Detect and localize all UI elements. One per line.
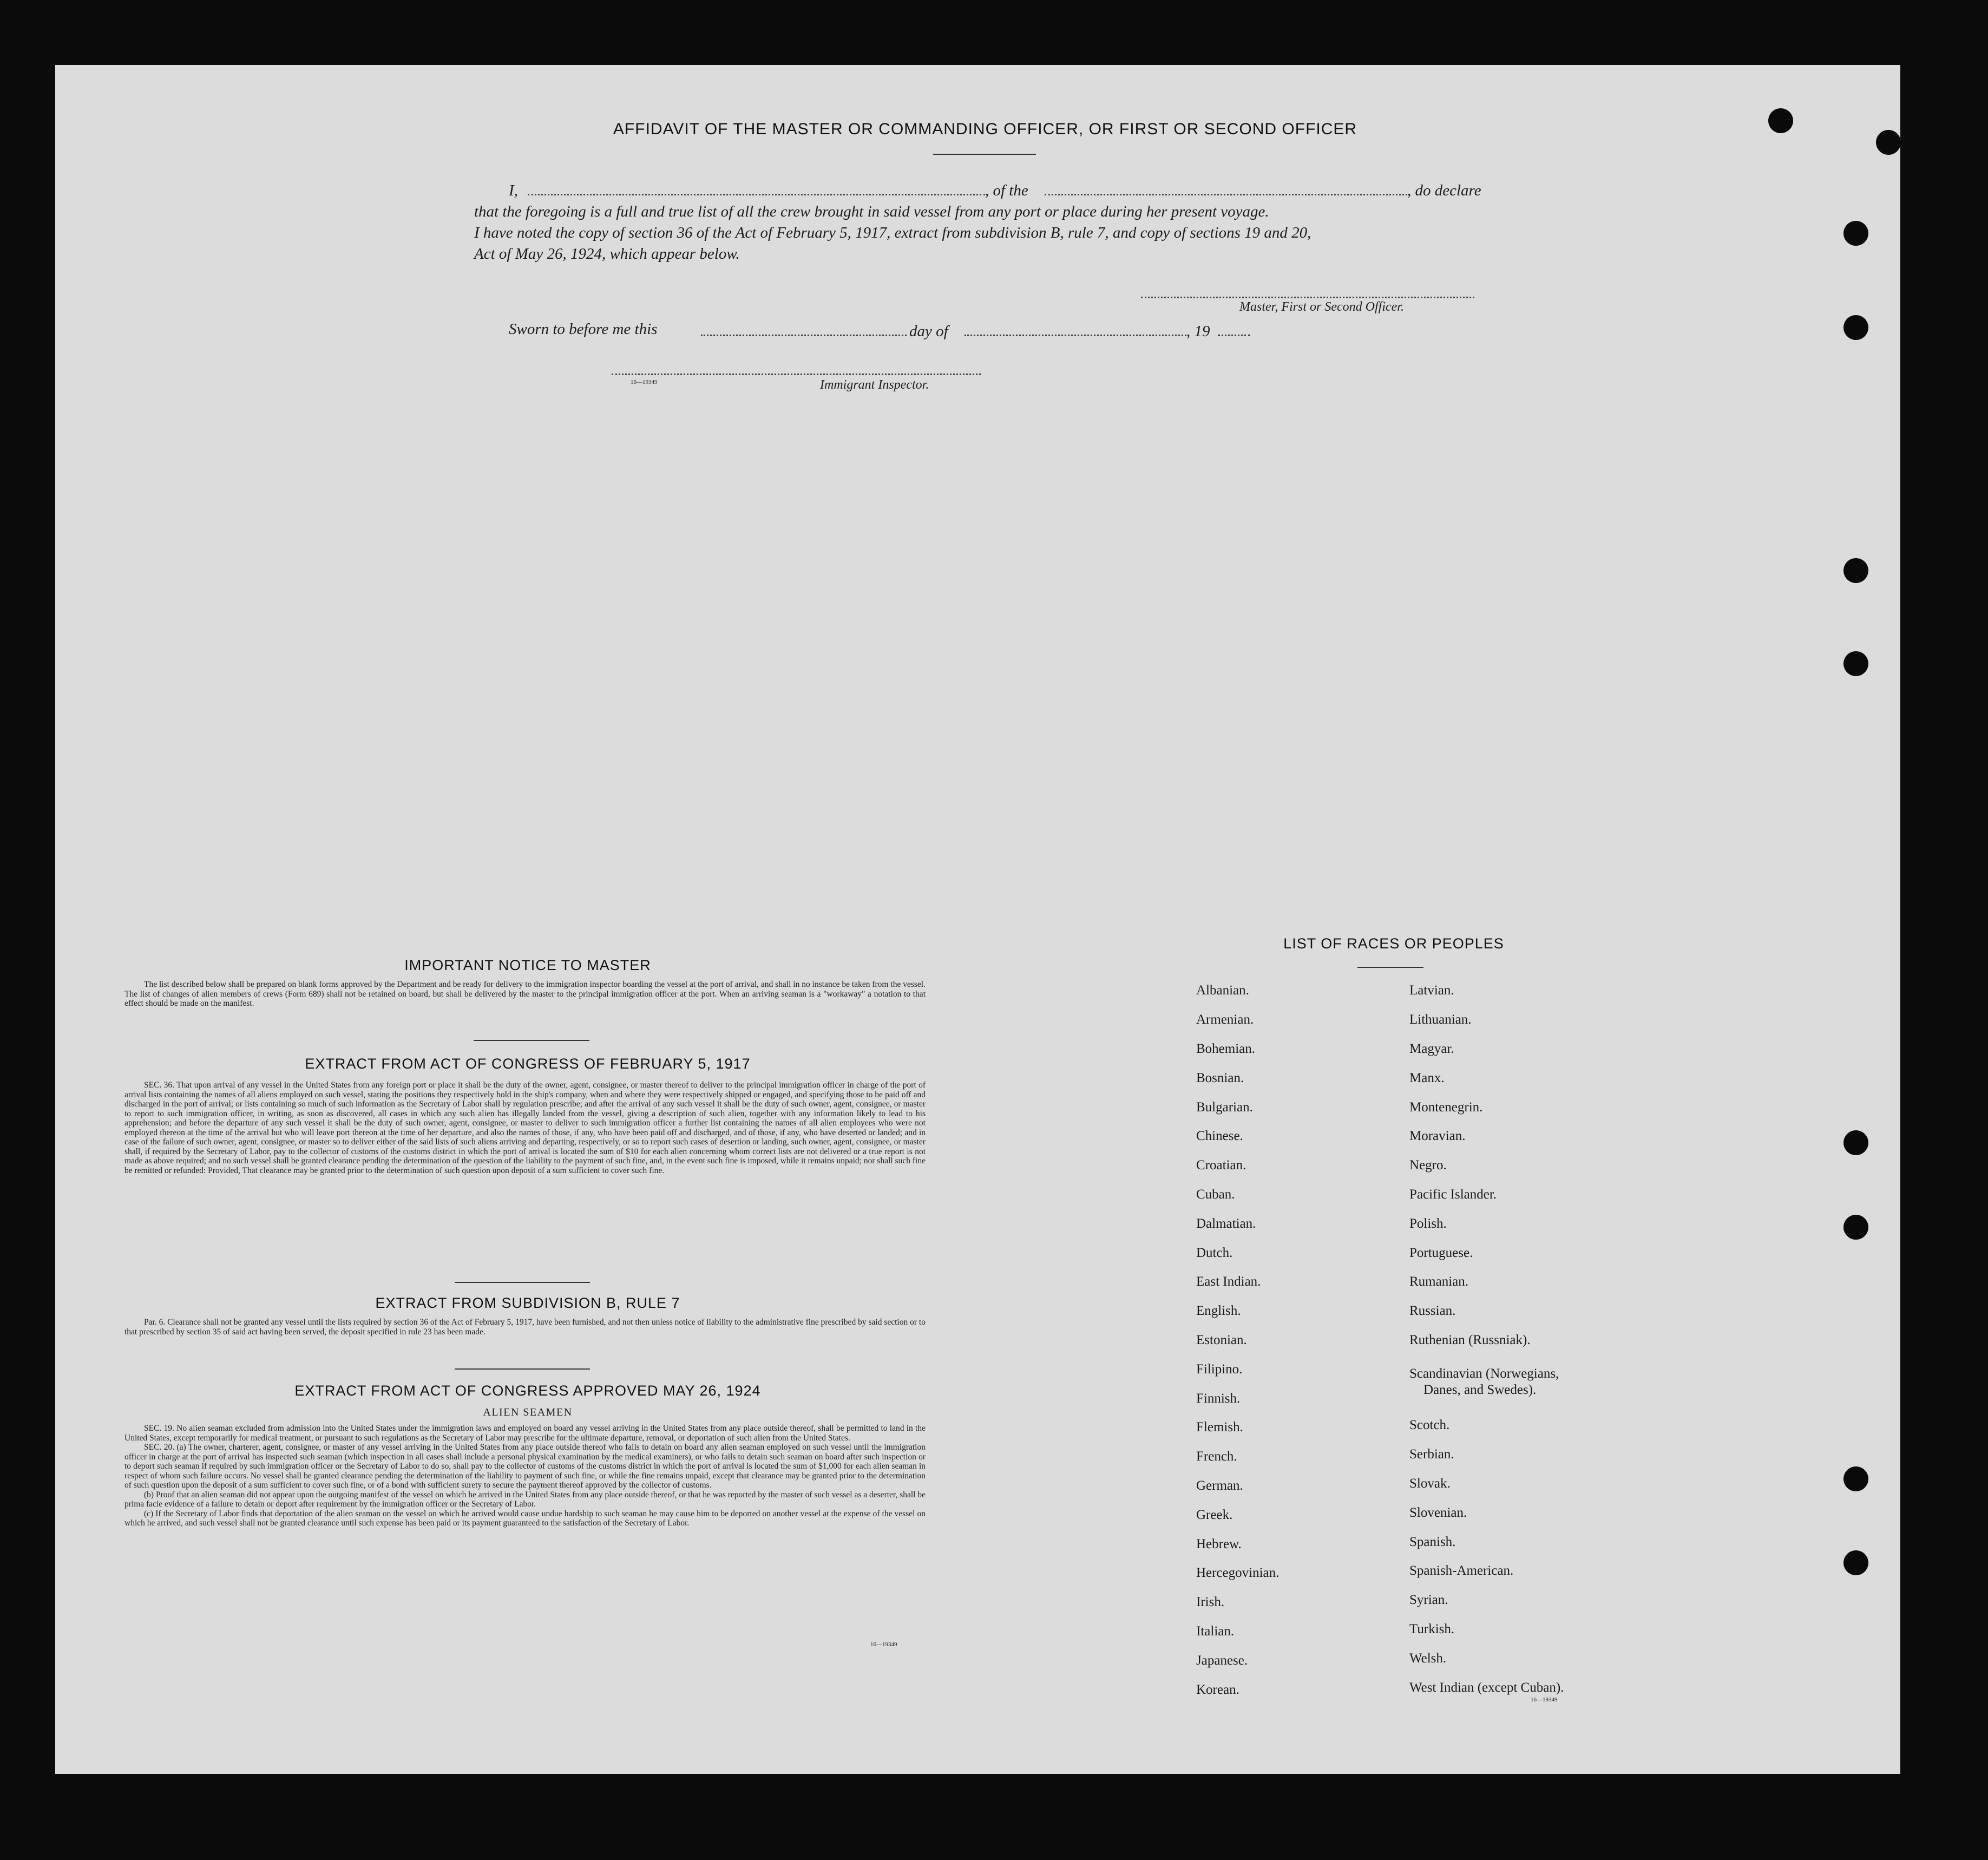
race-item: Latvian. xyxy=(1409,983,1454,998)
declaration-i: I, xyxy=(509,182,518,199)
section-divider xyxy=(474,1040,589,1041)
punch-hole xyxy=(1843,1466,1868,1491)
race-item: Irish. xyxy=(1196,1595,1225,1609)
race-item: Flemish. xyxy=(1196,1420,1243,1435)
race-item: Moravian. xyxy=(1409,1129,1466,1143)
extract-1917-text: SEC. 36. That upon arrival of any vessel in the United States from any foreign port or place it shall be the duty of the owner, agent, consignee, or master thereof to deliver to the principal immigration officer in charge of the port of arrival lists containing the names of all aliens employed on such vessel, stating the positions they respectively hold in the ship's company, when and where they were respectively shipped or engaged, and specifying those to be paid off and discharged in the port of arrival; or lists containing so much of such information as the Secretary of Labor shall by regulation prescribe; and after the arrival of any such vessel it shall be the duty of such owner, agent, consignee, or master to report to such immigration officer, in writing, as soon as discovered, all cases in which any such alien has illegally landed from the vessel, giving a description of such alien, together with any information likely to lead to his apprehension; and before the departure of any such vessel it shall be the duty of such owner, agent, consignee, or master to deliver to such immigration officer a further list containing the names of all alien employees who were not employed thereon at the time of the arrival but who will leave port thereon at the time of her departure, and also the names of those, if any, who have been paid off and discharged, and of those, if any, who have deserted or landed; and in case of the failure of such owner, agent, consignee, or master so to deliver either of the said lists of such aliens arriving and departing, respectively, or so to report such cases of desertion or landing, such owner, agent, consignee, or master shall, if required by the Secretary of Labor, pay to the collector of customs of the customs district in which the port of arrival is located the sum of $10 for each alien concerning whom correct lists are not delivered or a true report is not made as above required; and no such vessel shall be granted clearance pending the determination of the question of the liability to the payment of such fine, and, in the event such fine is imposed, while it remains unpaid; nor shall such fine be remitted or refunded: Provided, That clearance may be granted prior to the determination of such question upon deposit of a sum sufficient to cover such fine. xyxy=(124,1080,926,1175)
extract-rule7-text: Par. 6. Clearance shall not be granted any vessel until the lists required by section 36 of the Act of February 5, 1917, have been furnished, and not then unless notice of liability to the administrative fine prescribed by said section or to that prescribed by section 35 of said act having been served, the deposit specified in rule 23 has been made. xyxy=(124,1318,926,1337)
race-item: Slovak. xyxy=(1409,1476,1451,1491)
race-item: Serbian. xyxy=(1409,1447,1454,1462)
race-item: Estonian. xyxy=(1196,1333,1247,1347)
sworn-day-of: day of xyxy=(909,323,948,340)
race-item: Dalmatian. xyxy=(1196,1216,1256,1231)
race-item: East Indian. xyxy=(1196,1274,1261,1289)
form-number: 16—19349 xyxy=(870,1641,897,1648)
notice-title: IMPORTANT NOTICE TO MASTER xyxy=(404,957,651,973)
race-item: Bohemian. xyxy=(1196,1042,1256,1056)
race-item: Danes, and Swedes). xyxy=(1423,1383,1537,1397)
race-item: Welsh. xyxy=(1409,1651,1447,1666)
punch-hole xyxy=(1843,315,1868,340)
race-item: Magyar. xyxy=(1409,1042,1454,1056)
race-item: Finnish. xyxy=(1196,1391,1241,1406)
races-divider xyxy=(1357,967,1423,968)
race-item: Lithuanian. xyxy=(1409,1012,1472,1027)
race-item: Montenegrin. xyxy=(1409,1100,1483,1115)
race-item: Filipino. xyxy=(1196,1362,1243,1377)
affidavit-title: AFFIDAVIT OF THE MASTER OR COMMANDING OFFICER, OR FIRST OR SECOND OFFICER xyxy=(613,120,1357,138)
section-20c: (c) If the Secretary of Labor finds that deportation of the alien seaman on the vessel on which he arrived would cause undue hardship to such seaman he may cause him to be deported on another vessel at the expense of the vessel on which he arrived, and such vessel shall not be granted clearance until such expense has been paid or its payment guaranteed to the satisfaction of the Secretary of Labor. xyxy=(124,1509,926,1528)
sworn-year-blank xyxy=(1218,335,1250,336)
extract-1924-title: EXTRACT FROM ACT OF CONGRESS APPROVED MAY 26, 1924 xyxy=(294,1383,761,1399)
races-title: LIST OF RACES OR PEOPLES xyxy=(1283,935,1504,952)
declaration-line-2: that the foregoing is a full and true list of all the crew brought in said vessel from any port or place during her present voyage. xyxy=(474,203,1269,220)
section-20b: (b) Proof that an alien seaman did not appear upon the outgoing manifest of the vessel on which he arrived in the United States from any place outside thereof, or that he was reported by the master of such vessel as a deserter, shall be prima facie evidence of a failure to detain or deport after requirement by the immigration officer or the Secretary of Labor. xyxy=(124,1490,926,1509)
race-item: Spanish-American. xyxy=(1409,1563,1514,1578)
race-item: Croatian. xyxy=(1196,1158,1246,1173)
declaration-of-the: , of the xyxy=(985,182,1028,199)
punch-hole xyxy=(1843,558,1868,583)
race-item: Bulgarian. xyxy=(1196,1100,1253,1115)
extract-1917-title: EXTRACT FROM ACT OF CONGRESS OF FEBRUARY 5, 1917 xyxy=(305,1056,751,1072)
punch-hole xyxy=(1843,1550,1868,1575)
punch-hole xyxy=(1843,1130,1868,1155)
race-item: Italian. xyxy=(1196,1624,1235,1639)
race-item: Negro. xyxy=(1409,1158,1447,1173)
form-number: 16—19349 xyxy=(631,379,658,385)
race-item: French. xyxy=(1196,1449,1237,1464)
race-item: Scandinavian (Norwegians, xyxy=(1409,1366,1559,1381)
section-20a: SEC. 20. (a) The owner, charterer, agent, consignee, or master of any vessel arriving in the United States from any place outside thereof who fails to detain on board any alien seaman employed on such vessel until the immigration officer in charge at the port of arrival has inspected such seaman (which inspection in all cases shall include a personal physical examination by the medical examiners), or who fails to detain such seaman on board after such inspection or to deport such seaman if required by such immigration officer or the Secretary of Labor to do so, shall pay to the collector of customs of the customs district in which the port of arrival is located the sum of $1,000 for each alien seaman in respect of whom such failure occurs. No vessel shall be granted clearance pending the determination of the liability to payment of such fine, or while the fine remains unpaid, except that clearance may be granted prior to the determination of such question upon the deposit of a sum sufficient to cover such fine, or of a bond with sufficient surety to secure the payment thereof approved by the collector of customs. xyxy=(124,1443,926,1490)
race-item: Ruthenian (Russniak). xyxy=(1409,1333,1531,1347)
declaration-line-3: I have noted the copy of section 36 of the Act of February 5, 1917, extract from subdivision B, rule 7, and copy of sections 19 and 20, xyxy=(474,224,1311,241)
race-item: Hercegovinian. xyxy=(1196,1566,1280,1580)
race-item: Armenian. xyxy=(1196,1012,1254,1027)
sworn-month-blank xyxy=(965,335,1186,336)
race-item: Chinese. xyxy=(1196,1129,1243,1143)
title-divider xyxy=(933,154,1036,155)
race-item: Spanish. xyxy=(1409,1535,1456,1549)
race-item: Albanian. xyxy=(1196,983,1249,998)
race-item: Pacific Islander. xyxy=(1409,1187,1497,1202)
sworn-year: , 19 xyxy=(1186,323,1210,340)
race-item: Manx. xyxy=(1409,1071,1445,1085)
punch-hole xyxy=(1843,651,1868,676)
master-signature-label: Master, First or Second Officer. xyxy=(1239,300,1404,314)
section-divider xyxy=(455,1282,590,1283)
race-item: Rumanian. xyxy=(1409,1274,1469,1289)
race-item: Japanese. xyxy=(1196,1653,1248,1668)
race-item: Polish. xyxy=(1409,1216,1447,1231)
race-item: English. xyxy=(1196,1304,1241,1318)
race-item: Korean. xyxy=(1196,1682,1239,1697)
sworn-day-blank xyxy=(701,335,907,336)
race-item: German. xyxy=(1196,1478,1243,1493)
race-item: Syrian. xyxy=(1409,1593,1448,1607)
sworn-prefix: Sworn to before me this xyxy=(509,320,658,338)
race-item: Portuguese. xyxy=(1409,1246,1473,1260)
race-item: Slovenian. xyxy=(1409,1505,1467,1520)
inspector-label: Immigrant Inspector. xyxy=(820,378,929,392)
form-number: 16—19349 xyxy=(1531,1697,1558,1703)
race-item: West Indian (except Cuban). xyxy=(1409,1680,1564,1695)
section-divider xyxy=(455,1368,590,1370)
race-item: Scotch. xyxy=(1409,1418,1450,1432)
declaration-line-4: Act of May 26, 1924, which appear below. xyxy=(474,245,740,263)
punch-hole xyxy=(1768,108,1793,133)
notice-text: The list described below shall be prepared on blank forms approved by the Department and be ready for delivery to the immigration inspector boarding the vessel at the port of arrival, and shall in no instance be taken from the vessel. The list of changes of alien members of crews (Form 689) shall not be retained on board, but shall be delivered by the master to the principal immigration officer at the port. When an arriving seaman is a "workaway" a notation to that effect should be made on the manifest. xyxy=(124,980,926,1008)
punch-hole xyxy=(1843,1215,1868,1240)
master-signature-blank xyxy=(1141,297,1474,298)
extract-rule7-title: EXTRACT FROM SUBDIVISION B, RULE 7 xyxy=(375,1295,680,1311)
punch-hole xyxy=(1843,221,1868,246)
section-19: SEC. 19. No alien seaman excluded from admission into the United States under the immigration laws and employed on board any vessel arriving in the United States from any place outside thereof, shall be permitted to land in the United States, except temporarily for medical treatment, or pursuant to such regulations as the Secretary of Labor may prescribe for the ultimate departure, removal, or deportation of such alien from the United States. xyxy=(124,1424,926,1443)
race-item: Turkish. xyxy=(1409,1622,1455,1636)
vessel-blank xyxy=(1045,194,1407,195)
race-item: Dutch. xyxy=(1196,1246,1233,1260)
inspector-signature-blank xyxy=(612,374,981,375)
race-item: Greek. xyxy=(1196,1508,1233,1522)
alien-seamen-subtitle: ALIEN SEAMEN xyxy=(483,1406,573,1418)
punch-hole xyxy=(1876,130,1901,155)
declaration-declare: , do declare xyxy=(1407,182,1481,199)
race-item: Hebrew. xyxy=(1196,1537,1242,1551)
extract-1924-text xyxy=(124,1424,926,1528)
name-blank xyxy=(528,194,985,195)
race-item: Russian. xyxy=(1409,1304,1456,1318)
race-item: Cuban. xyxy=(1196,1187,1235,1202)
race-item: Bosnian. xyxy=(1196,1071,1244,1085)
